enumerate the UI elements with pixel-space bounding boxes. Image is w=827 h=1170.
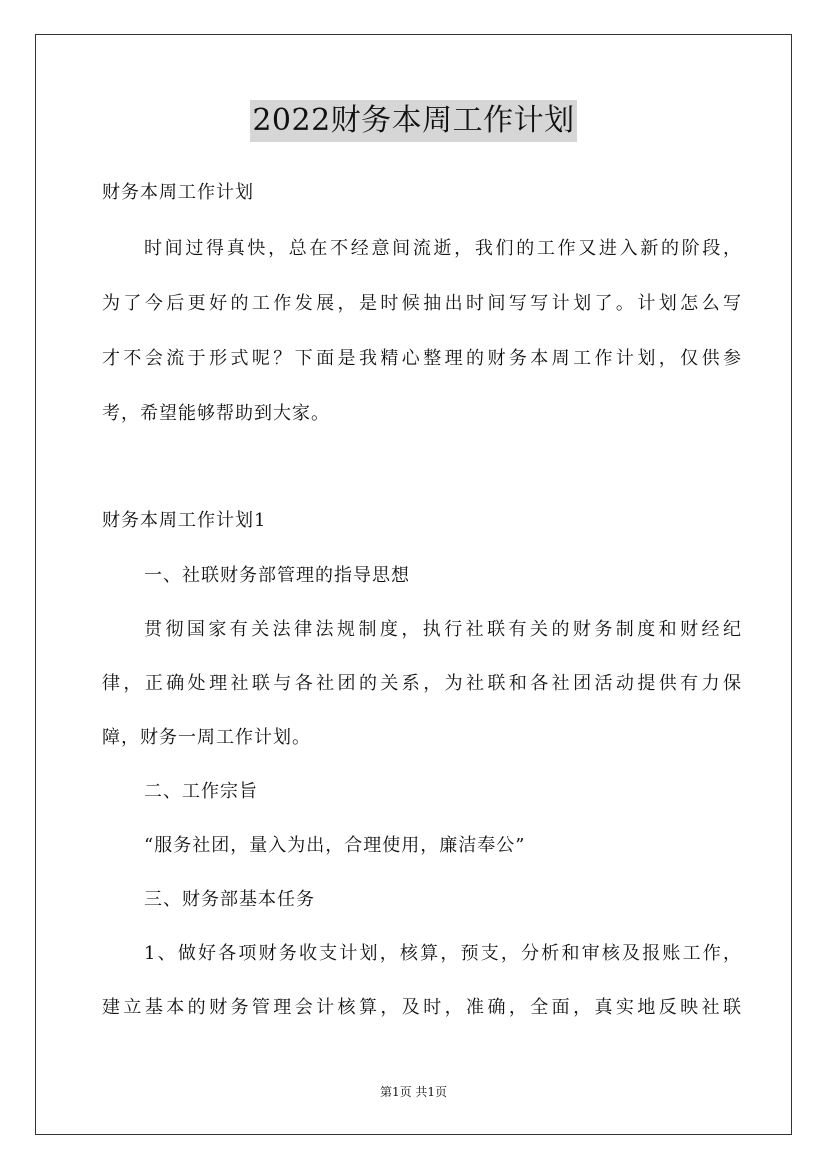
paragraph-line: 障，财务一周工作计划。	[102, 727, 311, 748]
paragraph-line: 考，希望能够帮助到大家。	[102, 403, 330, 424]
subsection-heading: 三、财务部基本任务	[144, 889, 315, 910]
paragraph-line: 建立基本的财务管理会计核算，及时，准确，全面，真实地反映社联	[102, 997, 742, 1018]
paragraph-line: 时间过得真快，总在不经意间流逝，我们的工作又进入新的阶段，	[144, 238, 742, 259]
title-container	[0, 100, 827, 142]
page-footer: 第1页 共1页	[379, 1085, 448, 1099]
paragraph-line: 1、做好各项财务收支计划，核算，预支，分析和审核及报账工作，	[144, 943, 742, 964]
subsection-heading: 一、社联财务部管理的指导思想	[144, 565, 410, 586]
paragraph-line: 才不会流于形式呢？下面是我精心整理的财务本周工作计划，仅供参	[102, 348, 742, 369]
subsection-heading: 二、工作宗旨	[144, 781, 258, 802]
paragraph-line: 贯彻国家有关法律法规制度，执行社联有关的财务制度和财经纪	[144, 619, 742, 640]
paragraph-line: 律，正确处理社联与各社团的关系，为社联和各社团活动提供有力保	[102, 673, 742, 694]
section-heading: 财务本周工作计划	[102, 182, 254, 203]
document-title: 2022财务本周工作计划	[250, 100, 576, 142]
paragraph-line: 为了今后更好的工作发展，是时候抽出时间写写计划了。计划怎么写	[102, 293, 742, 314]
section-heading: 财务本周工作计划1	[102, 510, 267, 531]
paragraph-line: “服务社团，量入为出，合理使用，廉洁奉公”	[144, 835, 526, 856]
